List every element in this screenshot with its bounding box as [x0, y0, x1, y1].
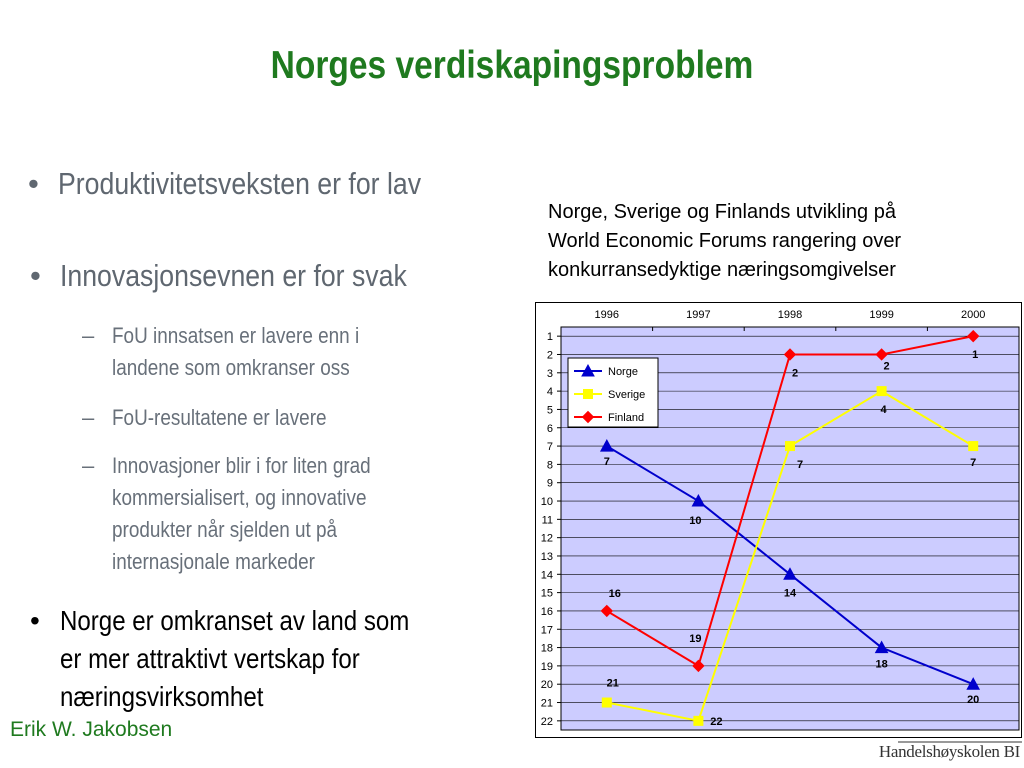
y-tick-label: 4	[546, 386, 553, 399]
y-tick-label: 10	[540, 496, 553, 509]
data-label: 20	[967, 694, 980, 707]
data-label: 22	[710, 715, 723, 728]
y-tick-label: 12	[540, 532, 553, 545]
y-tick-label: 21	[540, 697, 553, 710]
x-tick-label: 1996	[594, 309, 620, 321]
data-label: 7	[796, 459, 804, 472]
y-tick-label: 15	[540, 587, 553, 600]
author-name: Erik W. Jakobsen	[10, 718, 173, 741]
legend-label: Sverige	[608, 389, 646, 401]
bullet-marker: •	[30, 605, 40, 636]
y-tick-label: 6	[546, 422, 553, 435]
chart-caption: Norge, Sverige og Finlands utvikling på World Economic Forums rangering over konkurransedyktige næringsomgivelser	[548, 201, 902, 281]
sub-bullet-dash: –	[82, 323, 95, 348]
data-label: 16	[608, 587, 621, 600]
y-tick-label: 14	[540, 569, 553, 582]
data-label: 2	[883, 360, 890, 373]
data-point	[584, 390, 593, 399]
data-label: 14	[783, 587, 797, 600]
x-tick-label: 1999	[869, 309, 894, 321]
legend-label: Norge	[608, 366, 638, 378]
y-tick-label: 19	[540, 660, 553, 673]
slide-title: Norges verdiskapingsproblem	[270, 44, 754, 87]
y-tick-label: 16	[540, 605, 553, 618]
data-point	[786, 442, 795, 451]
data-label: 10	[689, 515, 702, 528]
y-tick-label: 8	[546, 459, 553, 472]
data-label: 7	[970, 457, 977, 470]
y-tick-label: 17	[540, 624, 553, 637]
data-label: 7	[603, 456, 610, 469]
y-tick-label: 1	[546, 331, 553, 344]
data-label: 21	[606, 677, 619, 690]
ranking-line-chart	[535, 302, 1022, 738]
institution-logo-text: Handelshøyskolen BI	[878, 742, 1020, 761]
bullet-marker: •	[28, 166, 39, 201]
sub-bullet-text: FoU innsatsen er lavere enn i landene som omkranser oss	[112, 323, 360, 380]
sub-bullet-commercialisation	[82, 450, 413, 578]
data-label: 18	[875, 658, 888, 671]
x-tick-label: 1997	[686, 309, 711, 321]
legend-label: Finland	[608, 412, 645, 424]
x-tick-label: 2000	[960, 309, 986, 321]
sub-bullet-rnd-results	[82, 402, 361, 434]
data-point	[969, 442, 978, 451]
sub-bullet-dash: –	[82, 405, 95, 430]
data-label: 2	[791, 367, 799, 380]
bullet-text: Produktivitetsveksten er for lav	[58, 166, 422, 201]
data-point	[602, 698, 611, 707]
y-tick-label: 2	[546, 349, 553, 362]
y-tick-label: 5	[546, 404, 553, 417]
bullet-text: Norge er omkranset av land som er mer attraktivt vertskap for næringsvirksomhet	[60, 605, 410, 712]
y-tick-label: 3	[546, 367, 553, 380]
bullet-attractiveness	[30, 602, 466, 716]
bullet-marker: •	[30, 258, 41, 293]
data-point	[694, 716, 703, 725]
bullet-productivity	[28, 166, 480, 202]
data-label: 4	[880, 404, 887, 417]
bullet-innovation	[30, 258, 463, 294]
sub-bullet-text: FoU-resultatene er lavere	[112, 405, 327, 430]
sub-bullet-dash: –	[82, 453, 95, 478]
sub-bullet-rnd-effort	[82, 320, 399, 384]
y-tick-label: 18	[540, 642, 553, 655]
y-tick-label: 20	[540, 679, 553, 692]
x-tick-label: 1998	[777, 309, 803, 321]
y-tick-label: 22	[540, 715, 553, 728]
y-tick-label: 13	[540, 550, 553, 563]
data-label: 19	[689, 632, 702, 645]
y-tick-label: 9	[546, 477, 553, 490]
bullet-text: Innovasjonsevnen er for svak	[60, 258, 407, 293]
y-tick-label: 7	[546, 441, 553, 454]
sub-bullet-text: Innovasjoner blir i for liten grad kommersialisert, og innovative produkter når sjelden ut på internasjonale markeder	[112, 453, 371, 574]
data-label: 1	[972, 349, 979, 362]
data-point	[877, 387, 886, 396]
y-tick-label: 11	[541, 514, 553, 527]
